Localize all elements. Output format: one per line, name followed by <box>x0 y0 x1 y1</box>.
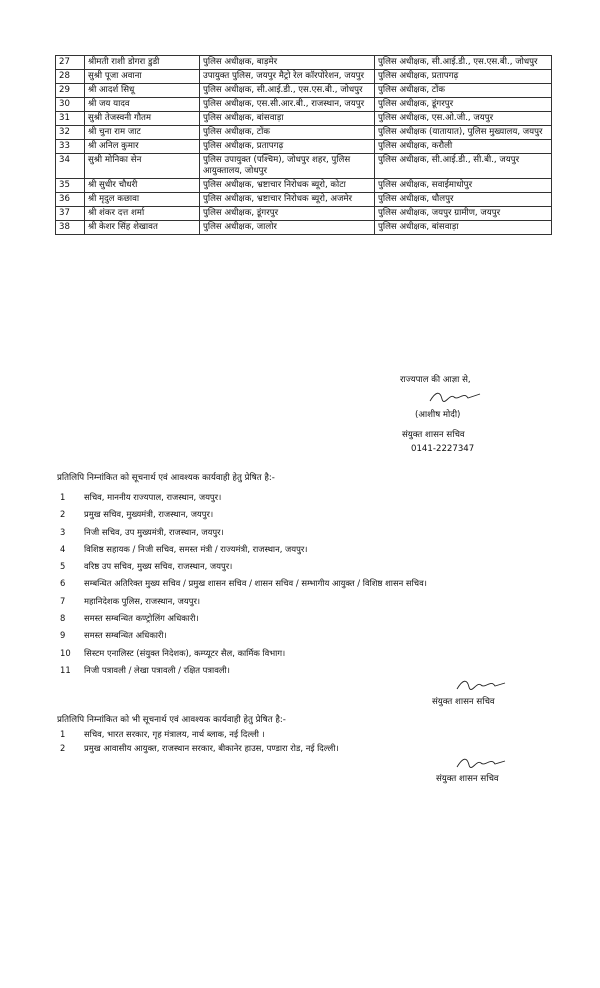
cell-no: 36 <box>56 193 85 207</box>
cell-name: श्री सुधीर चौधरी <box>85 179 200 193</box>
copy2-list <box>60 729 339 757</box>
cell-no: 32 <box>56 126 85 140</box>
cell-from: उपायुक्त पुलिस, जयपुर मैट्रो रेल कॉरपोरेशन, जयपुर <box>200 70 375 84</box>
cell-name: श्री चुना राम जाट <box>85 126 200 140</box>
cell-to: पुलिस अधीक्षक, प्रतापगढ़ <box>375 70 552 84</box>
table-row <box>56 221 552 235</box>
list-item-text: सिस्टम एनालिस्ट (संयुक्त निदेशक), कम्प्यूटर सैल, कार्मिक विभाग। <box>84 647 286 658</box>
table-row <box>56 112 552 126</box>
signatory-phone: 0141-2227347 <box>411 444 475 454</box>
list-item-text: प्रमुख आवासीय आयुक्त, राजस्थान सरकार, बीकानेर हाउस, पण्डारा रोड, नई दिल्ली। <box>84 743 339 753</box>
cell-no: 35 <box>56 179 85 193</box>
list-item-number: 2 <box>60 509 66 520</box>
table-row <box>56 98 552 112</box>
cell-name: श्री अनिल कुमार <box>85 140 200 154</box>
list-item-number: 10 <box>60 647 71 658</box>
list-item-text: निजी सचिव, उप मुख्यमंत्री, राजस्थान, जयपुर। <box>84 526 224 537</box>
list-item <box>60 630 427 647</box>
list-item-number: 9 <box>60 630 66 641</box>
list-item-number: 8 <box>60 613 66 624</box>
cell-to: पुलिस अधीक्षक, एस.ओ.जी., जयपुर <box>375 112 552 126</box>
table-row <box>56 207 552 221</box>
list-item-text: सचिव, माननीय राज्यपाल, राजस्थान, जयपुर। <box>84 492 222 502</box>
transfer-table <box>55 55 552 235</box>
cell-name: सुश्री तेजस्वनी गौतम <box>85 112 200 126</box>
list-item <box>60 743 339 757</box>
cell-no: 37 <box>56 207 85 221</box>
cell-from: पुलिस अधीक्षक, भ्रष्टाचार निरोधक ब्यूरो, अजमेर <box>200 193 375 207</box>
table-row <box>56 70 552 84</box>
signature-2 <box>455 677 515 691</box>
cell-to: पुलिस अधीक्षक, टोंक <box>375 84 552 98</box>
cell-to: पुलिस अधीक्षक, धौलपुर <box>375 193 552 207</box>
cell-name: श्री आदर्श सिधू <box>85 84 200 98</box>
copy1-list <box>60 492 427 682</box>
signatory-name: (आशीष मोदी) <box>415 410 461 420</box>
table-row <box>56 140 552 154</box>
table-row <box>56 179 552 193</box>
list-item <box>60 665 427 682</box>
list-item <box>60 509 427 526</box>
cell-name: श्री मृदुल कछावा <box>85 193 200 207</box>
copy2-sign: संयुक्त शासन सचिव <box>436 774 499 784</box>
list-item <box>60 729 339 743</box>
cell-from: पुलिस अधीक्षक, भ्रष्टाचार निरोधक ब्यूरो, कोटा <box>200 179 375 193</box>
list-item <box>60 648 427 665</box>
signature-3 <box>455 755 515 769</box>
list-item-text: समस्त सम्बन्धित अधिकारी। <box>84 630 167 641</box>
cell-to: पुलिस अधीक्षक (यातायात), पुलिस मुख्यालय, जयपुर <box>375 126 552 140</box>
cell-to: पुलिस अधीक्षक, डूंगरपुर <box>375 98 552 112</box>
list-item <box>60 527 427 544</box>
list-item-number: 6 <box>60 578 66 589</box>
list-item-number: 1 <box>60 492 66 502</box>
cell-from: पुलिस अधीक्षक, एस.सी.आर.बी., राजस्थान, जयपुर <box>200 98 375 112</box>
cell-no: 30 <box>56 98 85 112</box>
cell-to: पुलिस अधीक्षक, सी.आई.डी., एस.एस.बी., जोधपुर <box>375 56 552 70</box>
copy2-intro: प्रतिलिपि निम्नांकित को भी सूचनार्थ एवं आवश्यक कार्यवाही हेतु प्रेषित है:- <box>57 715 286 725</box>
list-item-text: सचिव, भारत सरकार, गृह मंत्रालय, नार्थ ब्लाक, नई दिल्ली । <box>84 729 265 739</box>
cell-no: 34 <box>56 154 85 179</box>
list-item <box>60 596 427 613</box>
cell-to: पुलिस अधीक्षक, जयपुर ग्रामीण, जयपुर <box>375 207 552 221</box>
cell-to: पुलिस अधीक्षक, सवाईमाधोपुर <box>375 179 552 193</box>
table-row <box>56 154 552 179</box>
table-row <box>56 56 552 70</box>
cell-no: 27 <box>56 56 85 70</box>
by-order-line: राज्यपाल की आज्ञा से, <box>400 375 471 385</box>
cell-no: 33 <box>56 140 85 154</box>
list-item-text: महानिदेशक पुलिस, राजस्थान, जयपुर। <box>84 595 201 606</box>
signature-1 <box>428 389 488 403</box>
cell-to: पुलिस अधीक्षक, बांसवाड़ा <box>375 221 552 235</box>
cell-from: पुलिस उपायुक्त (पश्चिम), जोधपुर शहर, पुलिस आयुक्तालय, जोधपुर <box>200 154 375 179</box>
list-item-text: प्रमुख सचिव, मुख्यमंत्री, राजस्थान, जयपुर। <box>84 509 214 520</box>
cell-from: पुलिस अधीक्षक, बांसवाड़ा <box>200 112 375 126</box>
table-row <box>56 84 552 98</box>
cell-from: पुलिस अधीक्षक, सी.आई.डी., एस.एस.बी., जोधपुर <box>200 84 375 98</box>
cell-name: सुश्री पूजा अवाना <box>85 70 200 84</box>
list-item-number: 2 <box>60 743 66 753</box>
cell-name: श्री शंकर दत्त शर्मा <box>85 207 200 221</box>
cell-no: 29 <box>56 84 85 98</box>
signatory-designation: संयुक्त शासन सचिव <box>402 430 465 440</box>
list-item <box>60 492 427 509</box>
list-item-number: 7 <box>60 595 66 606</box>
cell-from: पुलिस अधीक्षक, जालोर <box>200 221 375 235</box>
cell-no: 31 <box>56 112 85 126</box>
list-item <box>60 544 427 561</box>
cell-from: पुलिस अधीक्षक, टोंक <box>200 126 375 140</box>
list-item-text: निजी पत्रावली / लेखा पत्रावली / रक्षित पत्रावली। <box>84 664 230 675</box>
list-item-number: 4 <box>60 543 66 554</box>
list-item <box>60 578 427 595</box>
transfer-table-body <box>56 56 552 235</box>
cell-from: पुलिस अधीक्षक, प्रतापगढ़ <box>200 140 375 154</box>
cell-name: श्रीमती राशी डोगरा डुडी <box>85 56 200 70</box>
list-item-number: 11 <box>60 664 71 675</box>
list-item-text: सम्बन्धित अतिरिक्त मुख्य सचिव / प्रमुख शासन सचिव / शासन सचिव / सम्भागीय आयुक्त / विशिष्ठ शासन सचिव। <box>84 578 427 589</box>
cell-no: 28 <box>56 70 85 84</box>
list-item <box>60 561 427 578</box>
table-row <box>56 193 552 207</box>
cell-name: श्री जय यादव <box>85 98 200 112</box>
cell-name: श्री केशर सिंह शेखावत <box>85 221 200 235</box>
cell-no: 38 <box>56 221 85 235</box>
list-item <box>60 613 427 630</box>
cell-name: सुश्री मोनिका सेन <box>85 154 200 179</box>
list-item-number: 5 <box>60 561 66 572</box>
list-item-text: विशिष्ठ सहायक / निजी सचिव, समस्त मंत्री / राज्यमंत्री, राजस्थान, जयपुर। <box>84 543 308 554</box>
cell-to: पुलिस अधीक्षक, सी.आई.डी., सी.बी., जयपुर <box>375 154 552 179</box>
table-row <box>56 126 552 140</box>
cell-to: पुलिस अधीक्षक, करौली <box>375 140 552 154</box>
copy1-sign: संयुक्त शासन सचिव <box>432 697 495 707</box>
list-item-text: वरिष्ठ उप सचिव, मुख्य सचिव, राजस्थान, जयपुर। <box>84 561 233 572</box>
cell-from: पुलिस अधीक्षक, डूंगरपुर <box>200 207 375 221</box>
list-item-number: 3 <box>60 526 66 537</box>
copy1-intro: प्रतिलिपि निम्नांकित को सूचनार्थ एवं आवश्यक कार्यवाही हेतु प्रेषित है:- <box>57 473 275 483</box>
list-item-number: 1 <box>60 729 66 739</box>
cell-from: पुलिस अधीक्षक, बाड़मेर <box>200 56 375 70</box>
list-item-text: समस्त सम्बन्धित कण्ट्रोलिंग अधिकारी। <box>84 613 199 624</box>
